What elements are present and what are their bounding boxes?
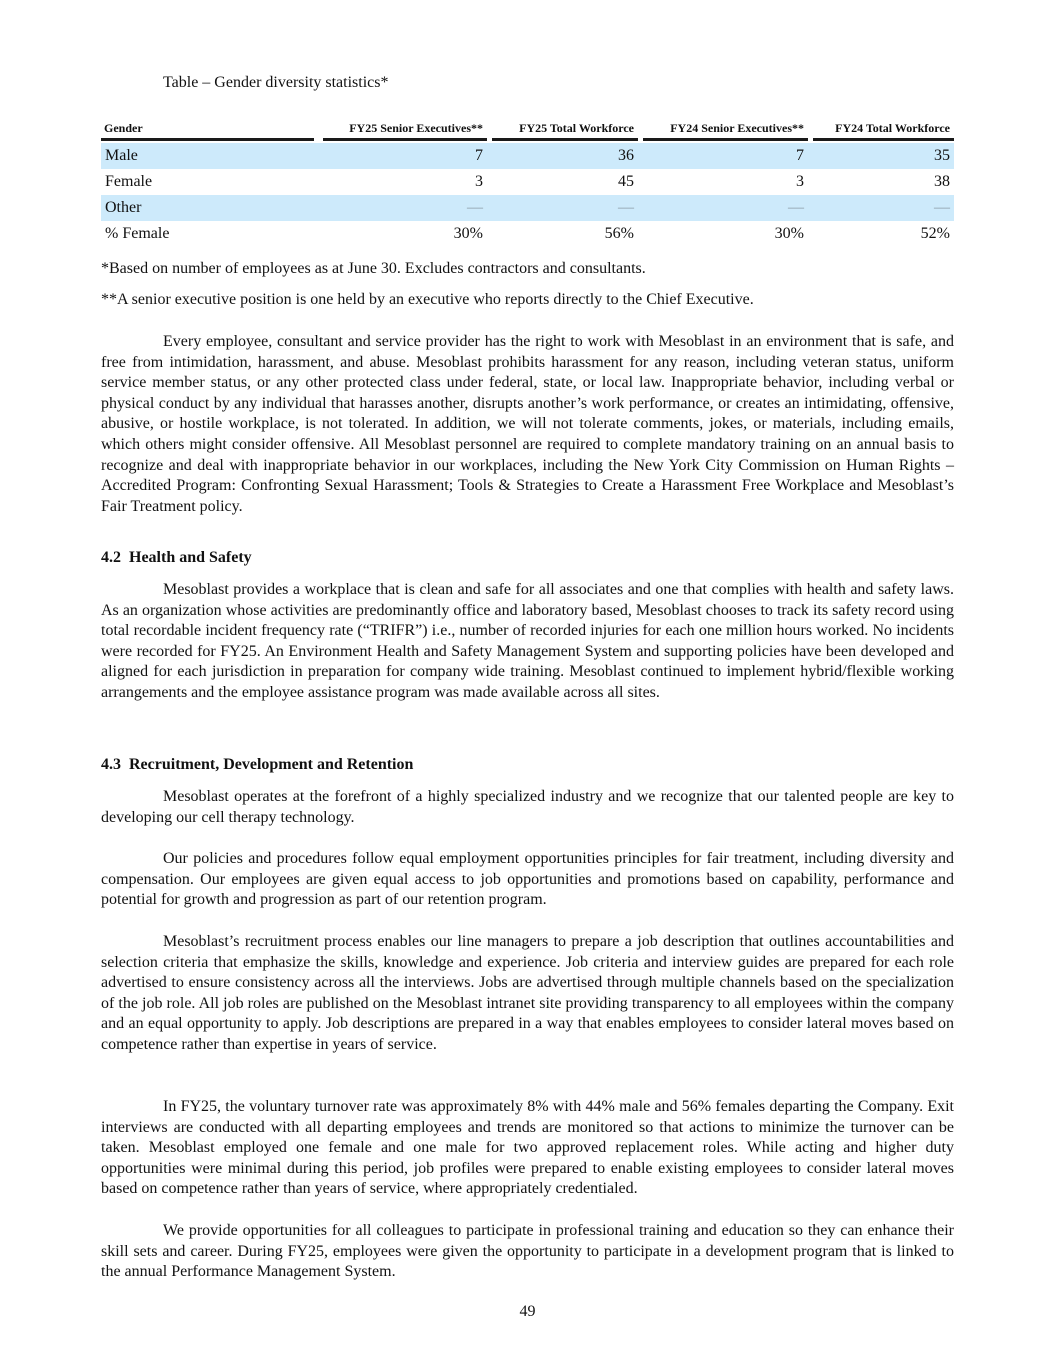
section-title: Recruitment, Development and Retention: [129, 756, 414, 773]
cell-value: 52%: [920, 225, 950, 242]
table-header-row: [101, 121, 954, 143]
footnote-senior-executive: **A senior executive position is one held by an executive who reports directly to the Chief Executive.: [101, 291, 754, 308]
column-header-fy25-senior-executives: FY25 Senior Executives**: [318, 121, 487, 143]
column-header-gender: Gender: [101, 121, 318, 143]
recruitment-paragraph-2: Our policies and procedures follow equal employment opportunities principles for fair treatment, including diversity and compensation. Our employees are given equal access to job opportunities and promotions based on capability, performance and potential for growth and progression as part of our retention program.: [101, 850, 954, 909]
table-row-other: [101, 195, 954, 221]
footnote-employees: *Based on number of employees as at June 30. Excludes contractors and consultants.: [101, 260, 646, 277]
column-header-fy24-total-workforce: FY24 Total Workforce: [808, 121, 954, 143]
cell-value: 56%: [604, 225, 634, 242]
section-heading-health-safety: [101, 549, 252, 567]
row-label: Male: [101, 143, 318, 169]
recruitment-paragraph-1: Mesoblast operates at the forefront of a highly specialized industry and we recognize that our talented people are key to developing our cell therapy technology.: [101, 788, 954, 826]
page-number: 49: [519, 1303, 536, 1320]
recruitment-paragraph-5: We provide opportunities for all colleagues to participate in professional training and education so they can enhance their skill sets and career. During FY25, employees were given the opportunity to participate in a development program that is linked to the annual Performance Management System.: [101, 1222, 954, 1281]
cell-value: —: [638, 195, 808, 221]
cell-value: 45: [618, 173, 634, 190]
recruitment-paragraph-4: In FY25, the voluntary turnover rate was approximately 8% with 44% male and 56% females departing the Company. Exit interviews are conducted with all departing employees and trends are monitored so that actions to minimize the turnover can be taken. Mesoblast employed one female and one male for two approved replacement roles. While acting and higher duty opportunities were minimal during this period, job profiles were prepared to enable existing employees to consider lateral moves based on competence rather than years of service, where appropriately credentialed.: [101, 1098, 954, 1198]
column-header-fy25-total-workforce: FY25 Total Workforce: [487, 121, 638, 143]
section-number: 4.2: [101, 549, 121, 566]
cell-value: 3: [475, 173, 483, 190]
cell-value: 7: [318, 143, 487, 169]
cell-value: 3: [796, 173, 804, 190]
recruitment-paragraph-3: Mesoblast’s recruitment process enables our line managers to prepare a job description that outlines accountabilities and selection criteria that emphasize the skills, knowledge and experience. Job criteria and interview guides are prepared for each role advertised to ensure consistency across all the interviews. Jobs are advertised through multiple channels based on the specialization of the job role. All job roles are published on the Mesoblast intranet site providing transparency to all employees within the company and an equal opportunity to apply. Job descriptions are prepared in a way that enables employees to consider lateral moves based on competence rather than expertise in years of service.: [101, 933, 954, 1053]
cell-value: —: [318, 195, 487, 221]
table-row-female: [101, 169, 954, 195]
section-number: 4.3: [101, 756, 121, 773]
row-label: % Female: [105, 225, 170, 242]
row-label: Female: [105, 173, 153, 190]
cell-value: 38: [934, 173, 950, 190]
cell-value: —: [487, 195, 638, 221]
health-safety-paragraph: Mesoblast provides a workplace that is clean and safe for all associates and one that complies with health and safety laws. As an organization whose activities are predominantly office and laboratory based, Mesoblast chooses to track its safety record using total recordable incident frequency rate (“TRIFR”) i.e., number of recorded injuries for each one million hours worked. No incidents were recorded for FY25. An Environment Health and Safety Management System and supporting policies have been developed and aligned for each jurisdiction in preparation for company wide training. Mesoblast continued to implement hybrid/flexible working arrangements and the employee assistance program was made available across all sites.: [101, 581, 954, 701]
cell-value: 30%: [453, 225, 483, 242]
section-heading-recruitment: [101, 756, 413, 774]
column-header-fy24-senior-executives: FY24 Senior Executives**: [638, 121, 808, 143]
harassment-policy-paragraph: Every employee, consultant and service provider has the right to work with Mesoblast in an environment that is safe, and free from intimidation, harassment, and abuse. Mesoblast prohibits harassment for any reason, including veteran status, uniform service member status, or any other protected class under federal, state, or local law. Inappropriate behavior, including verbal or physical conduct by any individual that harasses another, disrupts another’s work performance, or creates an intimidating, offensive, abusive, or hostile workplace, is not tolerated. In addition, we will not tolerate comments, jokes, or materials, including emails, which others might consider offensive. All Mesoblast personnel are required to complete mandatory training on an annual basis to recognize and deal with inappropriate behavior in our workplaces, including the New York City Commission on Human Rights – Accredited Program: Confronting Sexual Harassment; Tools & Strategies to Create a Harassment Free Workplace and Mesoblast’s Fair Treatment policy.: [101, 333, 954, 515]
cell-value: 7: [638, 143, 808, 169]
cell-value: 30%: [774, 225, 804, 242]
cell-value: —: [808, 195, 954, 221]
cell-value: 35: [808, 143, 954, 169]
gender-diversity-table: [101, 121, 954, 247]
cell-value: 36: [487, 143, 638, 169]
table-title: Table – Gender diversity statistics*: [163, 74, 389, 91]
section-title: Health and Safety: [129, 549, 252, 566]
table-row-male: [101, 143, 954, 169]
row-label: Other: [101, 195, 318, 221]
table-row-percent-female: [101, 221, 954, 247]
